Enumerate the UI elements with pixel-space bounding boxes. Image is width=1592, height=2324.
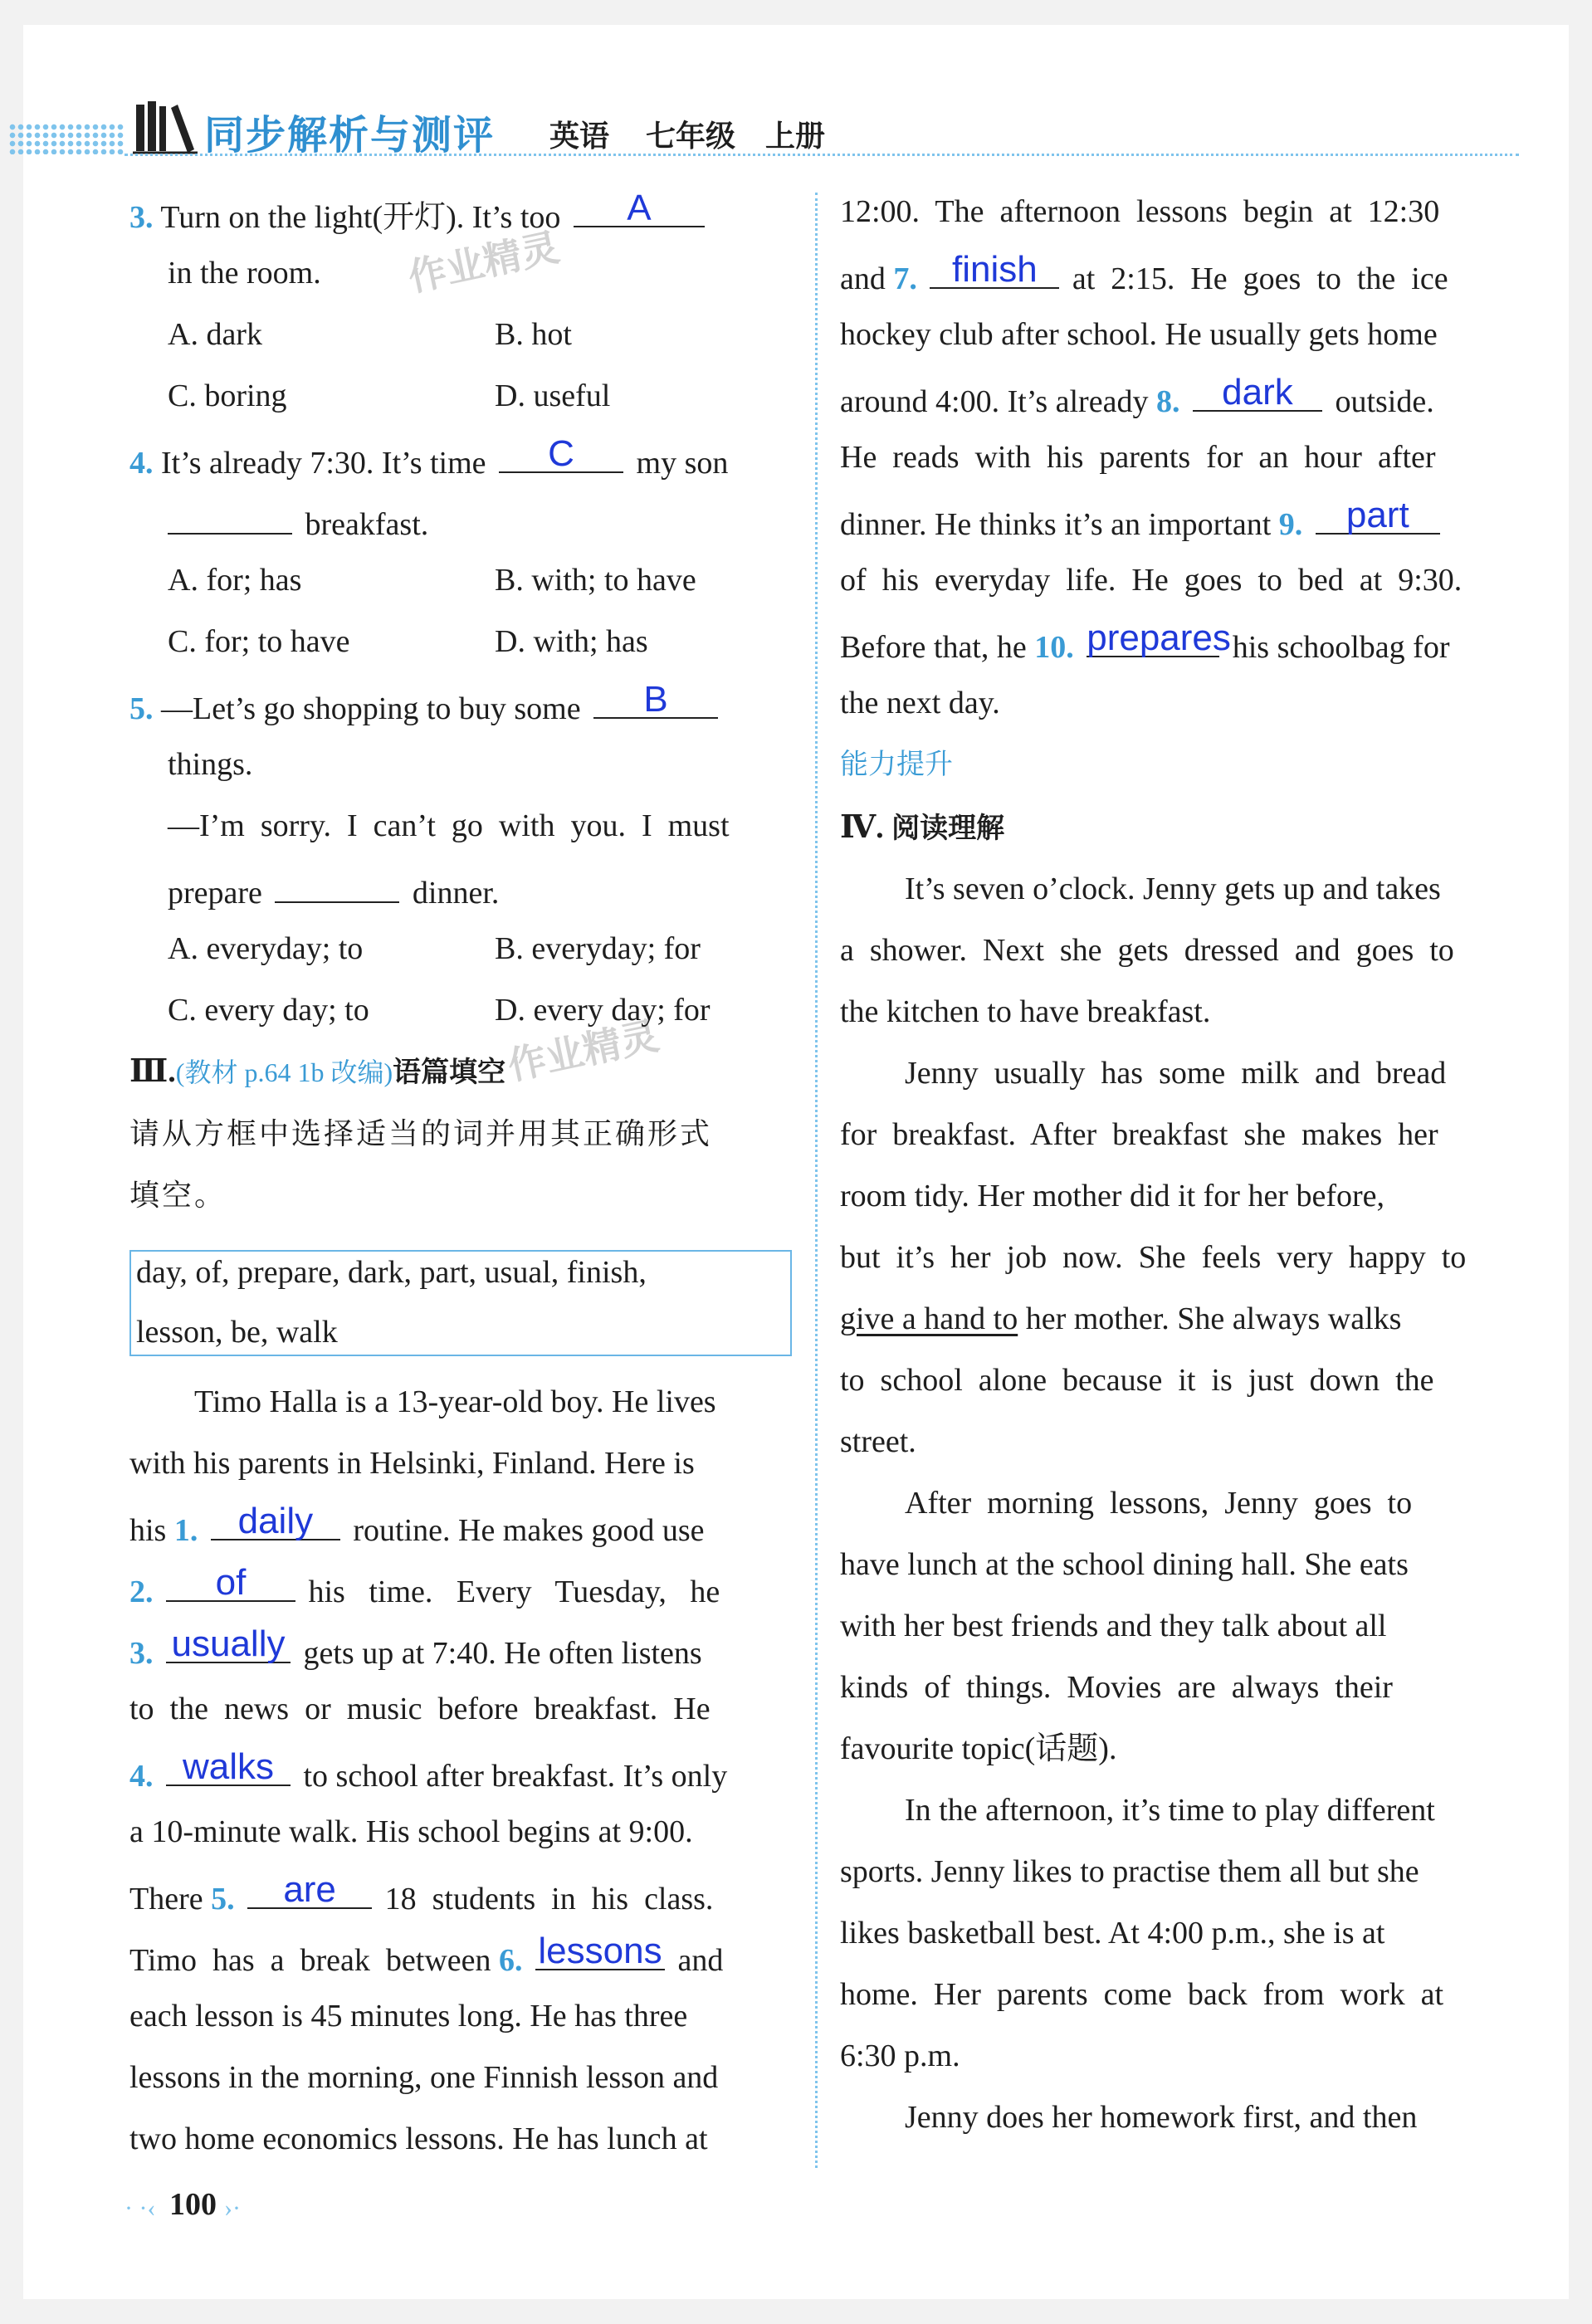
- passage-line: each lesson is 45 minutes long. He has three: [129, 1999, 688, 2034]
- passage-line: 12:00. The afternoon lessons begin at 12:30: [840, 194, 1440, 229]
- answer-blank: [211, 1501, 340, 1541]
- blank-number: 7.: [893, 261, 917, 296]
- answer-text: are: [283, 1869, 336, 1910]
- passage-line: of his everyday life. He goes to bed at 9:30.: [840, 563, 1463, 598]
- blank-number: 8.: [1155, 384, 1180, 419]
- answer-blank: [166, 1746, 291, 1787]
- passage-line: [129, 1623, 702, 1672]
- option-d: D. useful: [495, 378, 611, 413]
- passage-line: [129, 1869, 714, 1918]
- section-numeral: Ⅲ.: [129, 1054, 176, 1089]
- reading-line: but it’s her job now. She feels very happy to: [840, 1240, 1467, 1275]
- book-logo-icon: [133, 98, 198, 160]
- passage-text: his: [129, 1513, 167, 1548]
- passage-line: [129, 1746, 728, 1795]
- reading-line: a shower. Next she gets dressed and goes to: [840, 933, 1454, 968]
- question-stem: It’s already 7:30. It’s time: [161, 446, 486, 481]
- passage-text: 18 students in his class.: [384, 1882, 714, 1916]
- reading-line: home. Her parents come back from work at: [840, 1977, 1444, 2012]
- option-b: B. hot: [495, 317, 572, 352]
- section-4-heading: [840, 808, 1004, 847]
- answer-text: lessons: [538, 1931, 662, 1971]
- question-stem: dinner.: [412, 876, 500, 911]
- question-stem: Turn on the light(开灯). It’s too: [160, 200, 561, 235]
- question-stem-cont: [168, 868, 499, 912]
- passage-text: and: [840, 261, 886, 296]
- answer-blank: [168, 500, 292, 535]
- passage-text: at 2:15. He goes to the ice: [1072, 261, 1448, 296]
- blank-number: 3.: [129, 1636, 154, 1671]
- question-number: 4.: [129, 446, 154, 481]
- answer-text: B: [643, 679, 668, 720]
- watermark: 作业精灵: [404, 225, 564, 300]
- answer-blank: [593, 679, 718, 720]
- passage-line: [840, 372, 1434, 421]
- answer-blank: [574, 188, 705, 228]
- answer-blank: [499, 433, 623, 474]
- reading-line: have lunch at the school dining hall. She eats: [840, 1547, 1409, 1582]
- question-stem-cont: things.: [168, 747, 253, 782]
- question-4: [129, 433, 729, 482]
- section-title: 阅读理解: [891, 812, 1005, 845]
- reading-line: It’s seven o’clock. Jenny gets up and takes: [905, 872, 1441, 906]
- passage-text: and: [677, 1943, 724, 1978]
- question-stem: prepare: [168, 876, 262, 911]
- option-a: A. everyday; to: [168, 931, 364, 966]
- reading-line: Jenny does her homework first, and then: [905, 2100, 1418, 2135]
- blank-number: 2.: [129, 1575, 154, 1609]
- question-5: [129, 679, 723, 728]
- reading-line: sports. Jenny likes to practise them all but she: [840, 1854, 1419, 1889]
- reading-line: to school alone because it is just down the: [840, 1363, 1434, 1398]
- passage-line: He reads with his parents for an hour after: [840, 440, 1436, 475]
- option-d: D. every day; for: [495, 993, 711, 1028]
- passage-line: with his parents in Helsinki, Finland. Here is: [129, 1446, 695, 1481]
- header-rule: [125, 154, 1519, 156]
- passage-text: Before that, he: [840, 630, 1027, 665]
- dialogue-line: —I’m sorry. I can’t go with you. I must: [168, 808, 730, 843]
- answer-blank: [166, 1562, 295, 1603]
- passage-line: [129, 1562, 720, 1611]
- passage-text: gets up at 7:40. He often listens: [303, 1636, 702, 1671]
- answer-blank: [535, 1931, 665, 1971]
- section-source: (教材 p.64 1b 改编): [175, 1057, 393, 1087]
- passage-text: dinner. He thinks it’s an important: [840, 507, 1272, 542]
- answer-blank: [1087, 618, 1231, 658]
- reading-text: her mother. She always walks: [1025, 1301, 1402, 1336]
- question-stem: my son: [636, 446, 729, 481]
- passage-text: around 4:00. It’s already: [840, 384, 1149, 419]
- subject-label: 英语: [549, 120, 610, 154]
- answer-text: walks: [182, 1746, 275, 1787]
- answer-blank: [275, 868, 399, 903]
- passage-line: hockey club after school. He usually gets home: [840, 317, 1438, 352]
- blank-number: 5.: [211, 1882, 235, 1916]
- instruction: 请从方框中选择适当的词并用其正确形式: [129, 1117, 713, 1151]
- grade-label: 七年级: [646, 120, 736, 154]
- answer-blank: [247, 1869, 372, 1910]
- passage-text: outside.: [1335, 384, 1434, 419]
- blank-number: 4.: [129, 1759, 154, 1794]
- question-number: 3.: [129, 200, 154, 235]
- column-divider: [815, 193, 818, 2168]
- passage-text: his schoolbag for: [1232, 630, 1450, 665]
- option-c: C. every day; to: [168, 993, 369, 1028]
- underlined-phrase: give a hand to: [840, 1301, 1018, 1336]
- answer-blank: [1316, 495, 1440, 535]
- question-stem-cont: in the room.: [168, 256, 321, 290]
- option-b: B. with; to have: [495, 563, 696, 598]
- reading-line: [840, 1300, 1401, 1338]
- answer-text: usually: [171, 1623, 286, 1664]
- passage-text: his time. Every Tuesday, he: [308, 1575, 720, 1609]
- passage-line: [129, 1501, 705, 1550]
- reading-line: likes basketball best. At 4:00 p.m., she is at: [840, 1916, 1385, 1950]
- question-3: [129, 188, 710, 237]
- option-c: C. boring: [168, 378, 287, 413]
- instruction: 填空。: [129, 1179, 227, 1213]
- passage-line: to the news or music before breakfast. He: [129, 1692, 711, 1726]
- option-a: A. dark: [168, 317, 262, 352]
- answer-text: finish: [952, 249, 1038, 290]
- answer-text: part: [1345, 495, 1409, 535]
- passage-line: the next day.: [840, 686, 1000, 720]
- passage-line: [840, 249, 1448, 298]
- passage-line: lessons in the morning, one Finnish lesson and: [129, 2060, 719, 2095]
- reading-line: room tidy. Her mother did it for her before,: [840, 1179, 1385, 1213]
- answer-text: C: [548, 433, 574, 474]
- reading-line: for breakfast. After breakfast she makes her: [840, 1117, 1438, 1152]
- section-numeral: Ⅳ.: [840, 810, 884, 845]
- answer-text: daily: [237, 1501, 314, 1541]
- question-stem-cont: [168, 500, 428, 544]
- passage-line: Timo Halla is a 13-year-old boy. He lives: [194, 1384, 716, 1419]
- question-stem: —Let’s go shopping to buy some: [161, 691, 581, 726]
- question-stem: breakfast.: [305, 507, 429, 542]
- option-d: D. with; has: [495, 624, 648, 659]
- page-number-decoration: · ·‹: [125, 2195, 156, 2222]
- passage-line: [840, 618, 1450, 666]
- series-title: 同步解析与测评: [204, 112, 496, 159]
- blank-number: 1.: [173, 1513, 198, 1548]
- passage-text: to school after breakfast. It’s only: [303, 1759, 728, 1794]
- blank-number: 10.: [1034, 630, 1074, 665]
- answer-blank: [166, 1623, 291, 1664]
- answer-text: prepares: [1087, 618, 1231, 658]
- answer-blank: [930, 249, 1059, 290]
- page-number-decoration: ›·: [224, 2195, 241, 2222]
- header-dot-pattern: [8, 123, 125, 154]
- blank-number: 9.: [1278, 507, 1303, 542]
- passage-line: a 10-minute walk. His school begins at 9:00.: [129, 1814, 693, 1849]
- reading-line: kinds of things. Movies are always their: [840, 1670, 1393, 1705]
- passage-text: There: [129, 1882, 203, 1916]
- reading-line: In the afternoon, it’s time to play different: [905, 1793, 1435, 1828]
- watermark: 作业精灵: [504, 1013, 663, 1088]
- section-title: 语篇填空: [393, 1056, 506, 1089]
- reading-line: 6:30 p.m.: [840, 2038, 960, 2073]
- answer-text: of: [215, 1562, 247, 1603]
- reading-line: with her best friends and they talk about all: [840, 1609, 1387, 1643]
- section-3-heading: [129, 1052, 505, 1091]
- answer-text: dark: [1222, 372, 1293, 413]
- page-number: 100: [169, 2187, 217, 2222]
- question-number: 5.: [129, 691, 154, 726]
- ability-heading: 能力提升: [840, 748, 953, 781]
- reading-line: the kitchen to have breakfast.: [840, 994, 1211, 1029]
- passage-line: [840, 495, 1445, 544]
- blank-number: 6.: [499, 1943, 523, 1978]
- passage-text: routine. He makes good use: [353, 1513, 705, 1548]
- passage-text: Timo has a break between: [129, 1943, 491, 1978]
- word-box-line: lesson, be, walk: [136, 1315, 338, 1350]
- volume-label: 上册: [765, 120, 826, 154]
- answer-text: A: [627, 188, 652, 228]
- passage-line: [129, 1931, 724, 1980]
- word-box-line: day, of, prepare, dark, part, usual, finish,: [136, 1255, 647, 1290]
- answer-blank: [1193, 372, 1322, 413]
- passage-line: two home economics lessons. He has lunch at: [129, 2121, 708, 2156]
- option-a: A. for; has: [168, 563, 302, 598]
- reading-line: Jenny usually has some milk and bread: [905, 1056, 1447, 1091]
- reading-line: After morning lessons, Jenny goes to: [905, 1486, 1413, 1521]
- option-c: C. for; to have: [168, 624, 350, 659]
- option-b: B. everyday; for: [495, 931, 701, 966]
- reading-line: favourite topic(话题).: [840, 1731, 1117, 1766]
- reading-line: street.: [840, 1424, 916, 1459]
